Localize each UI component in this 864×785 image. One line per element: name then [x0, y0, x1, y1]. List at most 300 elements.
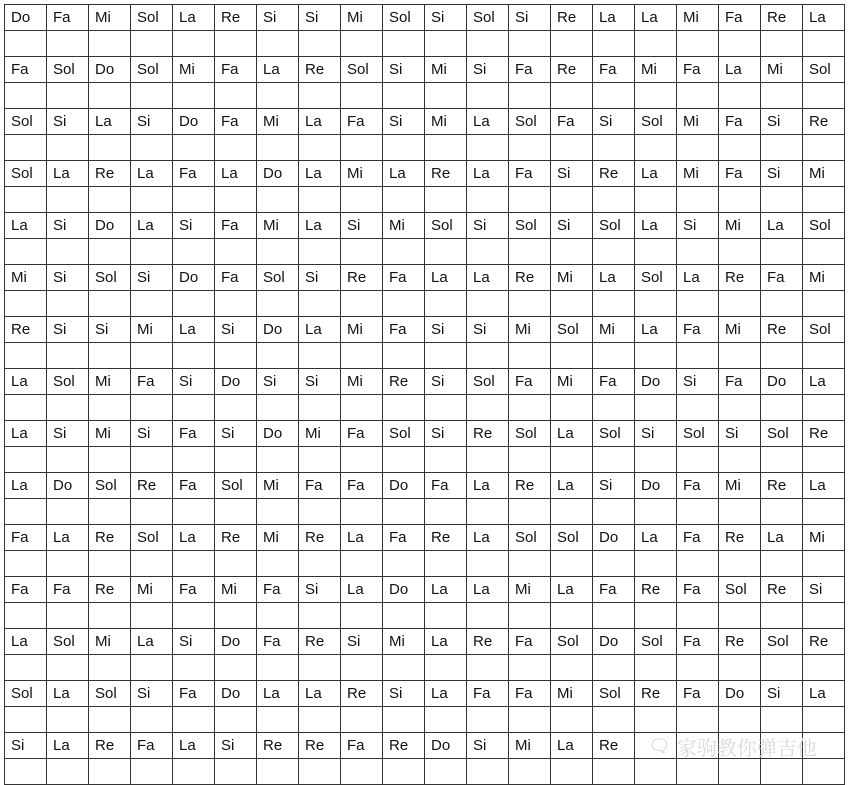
note-cell: Mi — [551, 265, 593, 291]
note-cell: Re — [467, 629, 509, 655]
note-row — [5, 629, 845, 655]
note-cell: Si — [467, 213, 509, 239]
note-cell: La — [467, 473, 509, 499]
note-cell: Sol — [47, 57, 89, 83]
blank-cell — [677, 135, 719, 161]
blank-cell — [467, 551, 509, 577]
blank-cell — [551, 603, 593, 629]
note-cell: Sol — [5, 681, 47, 707]
note-cell: Sol — [635, 265, 677, 291]
note-cell: Sol — [803, 213, 845, 239]
note-cell: Mi — [215, 577, 257, 603]
note-cell: Do — [635, 473, 677, 499]
blank-cell — [761, 343, 803, 369]
note-cell: La — [47, 525, 89, 551]
blank-cell — [425, 447, 467, 473]
blank-cell — [803, 395, 845, 421]
note-cell: Mi — [89, 369, 131, 395]
blank-row — [5, 499, 845, 525]
note-cell: Fa — [5, 525, 47, 551]
note-cell: Fa — [257, 577, 299, 603]
blank-cell — [719, 135, 761, 161]
note-cell: Sol — [509, 525, 551, 551]
note-cell: La — [47, 161, 89, 187]
blank-row — [5, 603, 845, 629]
note-cell: Mi — [593, 317, 635, 343]
blank-cell — [803, 31, 845, 57]
blank-cell — [131, 707, 173, 733]
note-cell: Si — [215, 317, 257, 343]
note-cell: Sol — [131, 5, 173, 31]
blank-cell — [803, 343, 845, 369]
note-cell: Re — [635, 681, 677, 707]
blank-cell — [467, 707, 509, 733]
note-cell: La — [467, 109, 509, 135]
note-cell: Mi — [719, 213, 761, 239]
note-cell — [635, 733, 677, 759]
note-cell: La — [173, 317, 215, 343]
blank-cell — [509, 83, 551, 109]
blank-cell — [509, 135, 551, 161]
blank-cell — [215, 31, 257, 57]
note-cell: Do — [593, 525, 635, 551]
blank-cell — [173, 447, 215, 473]
note-cell: Si — [383, 681, 425, 707]
blank-cell — [383, 707, 425, 733]
note-cell: Mi — [551, 681, 593, 707]
blank-cell — [215, 759, 257, 785]
blank-cell — [299, 603, 341, 629]
blank-cell — [383, 447, 425, 473]
blank-cell — [719, 395, 761, 421]
note-cell: Si — [803, 577, 845, 603]
blank-cell — [47, 551, 89, 577]
note-cell: Mi — [425, 57, 467, 83]
blank-cell — [215, 395, 257, 421]
note-cell: Si — [47, 421, 89, 447]
note-cell: La — [551, 733, 593, 759]
blank-cell — [215, 291, 257, 317]
note-cell: La — [383, 161, 425, 187]
blank-cell — [677, 291, 719, 317]
note-cell: Fa — [383, 317, 425, 343]
note-cell: Si — [299, 265, 341, 291]
note-cell: Fa — [551, 109, 593, 135]
blank-row — [5, 31, 845, 57]
blank-cell — [257, 343, 299, 369]
note-cell: Fa — [257, 629, 299, 655]
note-cell: Fa — [509, 681, 551, 707]
note-cell: La — [5, 369, 47, 395]
blank-cell — [341, 655, 383, 681]
blank-cell — [677, 447, 719, 473]
note-cell: Si — [299, 5, 341, 31]
note-cell: Sol — [131, 57, 173, 83]
note-cell: Si — [425, 369, 467, 395]
note-cell: Fa — [719, 109, 761, 135]
note-cell: Si — [299, 369, 341, 395]
note-cell: Fa — [131, 369, 173, 395]
note-cell: Mi — [677, 161, 719, 187]
blank-cell — [89, 187, 131, 213]
note-cell: Mi — [341, 317, 383, 343]
note-cell: La — [551, 577, 593, 603]
blank-cell — [425, 343, 467, 369]
blank-cell — [131, 239, 173, 265]
blank-cell — [131, 655, 173, 681]
blank-cell — [173, 499, 215, 525]
blank-cell — [551, 343, 593, 369]
note-cell: Fa — [593, 577, 635, 603]
note-cell: Si — [173, 369, 215, 395]
blank-cell — [635, 291, 677, 317]
blank-cell — [635, 603, 677, 629]
note-cell: Re — [467, 421, 509, 447]
blank-row — [5, 187, 845, 213]
note-cell: Sol — [803, 57, 845, 83]
note-cell: Si — [131, 109, 173, 135]
blank-row — [5, 447, 845, 473]
note-cell: Mi — [677, 5, 719, 31]
note-cell — [677, 733, 719, 759]
note-cell: Mi — [509, 577, 551, 603]
blank-cell — [677, 239, 719, 265]
note-cell: Re — [761, 317, 803, 343]
blank-cell — [89, 759, 131, 785]
blank-cell — [257, 83, 299, 109]
blank-cell — [5, 31, 47, 57]
note-cell: Fa — [677, 57, 719, 83]
blank-cell — [131, 135, 173, 161]
note-cell: Fa — [215, 265, 257, 291]
blank-cell — [761, 499, 803, 525]
note-row — [5, 109, 845, 135]
blank-cell — [341, 603, 383, 629]
note-cell: Mi — [719, 317, 761, 343]
note-row — [5, 161, 845, 187]
blank-cell — [257, 551, 299, 577]
blank-cell — [677, 187, 719, 213]
blank-cell — [467, 83, 509, 109]
note-cell: Do — [593, 629, 635, 655]
note-cell: Sol — [341, 57, 383, 83]
blank-cell — [215, 83, 257, 109]
blank-cell — [299, 135, 341, 161]
note-cell: Sol — [89, 473, 131, 499]
blank-cell — [425, 83, 467, 109]
note-row — [5, 265, 845, 291]
blank-cell — [761, 551, 803, 577]
blank-row — [5, 83, 845, 109]
blank-cell — [551, 447, 593, 473]
blank-cell — [299, 239, 341, 265]
note-cell: Fa — [677, 681, 719, 707]
blank-row — [5, 655, 845, 681]
blank-cell — [131, 343, 173, 369]
note-cell: Mi — [425, 109, 467, 135]
blank-cell — [593, 239, 635, 265]
blank-cell — [299, 31, 341, 57]
blank-cell — [5, 83, 47, 109]
note-cell: Re — [131, 473, 173, 499]
note-cell: La — [551, 473, 593, 499]
note-cell: Fa — [341, 733, 383, 759]
note-cell: Fa — [341, 473, 383, 499]
blank-cell — [803, 655, 845, 681]
note-cell: Fa — [341, 109, 383, 135]
note-cell: La — [5, 213, 47, 239]
blank-cell — [593, 135, 635, 161]
note-cell: Mi — [257, 109, 299, 135]
blank-cell — [635, 83, 677, 109]
blank-cell — [719, 83, 761, 109]
blank-cell — [551, 395, 593, 421]
blank-cell — [761, 655, 803, 681]
blank-cell — [719, 187, 761, 213]
blank-cell — [341, 447, 383, 473]
note-cell: Sol — [803, 317, 845, 343]
blank-cell — [173, 343, 215, 369]
blank-cell — [173, 759, 215, 785]
note-cell: Re — [341, 681, 383, 707]
note-cell: Mi — [5, 265, 47, 291]
blank-cell — [383, 343, 425, 369]
blank-cell — [719, 239, 761, 265]
note-cell: La — [425, 629, 467, 655]
blank-cell — [47, 187, 89, 213]
note-cell: La — [5, 421, 47, 447]
note-cell: Re — [635, 577, 677, 603]
note-cell: Do — [719, 681, 761, 707]
blank-cell — [47, 759, 89, 785]
blank-cell — [131, 447, 173, 473]
blank-cell — [5, 707, 47, 733]
note-cell: Si — [131, 265, 173, 291]
note-cell: Si — [425, 421, 467, 447]
blank-cell — [551, 291, 593, 317]
blank-cell — [47, 655, 89, 681]
blank-cell — [215, 447, 257, 473]
note-cell: Mi — [761, 57, 803, 83]
note-cell: La — [89, 109, 131, 135]
note-cell: Si — [173, 213, 215, 239]
note-cell: Sol — [509, 213, 551, 239]
note-row — [5, 473, 845, 499]
blank-cell — [593, 31, 635, 57]
blank-cell — [551, 707, 593, 733]
blank-cell — [131, 759, 173, 785]
note-cell: La — [47, 681, 89, 707]
blank-cell — [677, 499, 719, 525]
note-cell: Fa — [509, 369, 551, 395]
note-cell: Re — [761, 473, 803, 499]
note-cell: La — [299, 213, 341, 239]
blank-cell — [383, 291, 425, 317]
note-cell: Re — [89, 161, 131, 187]
blank-cell — [47, 447, 89, 473]
blank-cell — [593, 655, 635, 681]
blank-cell — [551, 135, 593, 161]
note-cell: Re — [551, 57, 593, 83]
blank-cell — [551, 83, 593, 109]
note-cell: Si — [257, 5, 299, 31]
blank-cell — [635, 135, 677, 161]
note-cell: Sol — [257, 265, 299, 291]
note-cell: Do — [383, 577, 425, 603]
blank-cell — [89, 603, 131, 629]
blank-cell — [593, 551, 635, 577]
note-cell: Mi — [803, 525, 845, 551]
note-cell: La — [467, 525, 509, 551]
note-cell: Si — [677, 369, 719, 395]
note-cell: Fa — [677, 525, 719, 551]
blank-cell — [257, 31, 299, 57]
blank-cell — [551, 499, 593, 525]
blank-cell — [341, 707, 383, 733]
note-cell: La — [131, 213, 173, 239]
blank-cell — [257, 655, 299, 681]
note-cell: Si — [761, 109, 803, 135]
note-cell: Mi — [677, 109, 719, 135]
note-cell: La — [677, 265, 719, 291]
note-cell: Fa — [215, 109, 257, 135]
blank-cell — [593, 395, 635, 421]
blank-cell — [425, 291, 467, 317]
blank-cell — [257, 603, 299, 629]
blank-cell — [5, 551, 47, 577]
blank-cell — [47, 135, 89, 161]
blank-cell — [5, 135, 47, 161]
blank-cell — [635, 655, 677, 681]
note-cell: La — [635, 525, 677, 551]
blank-cell — [593, 83, 635, 109]
note-cell: Re — [425, 525, 467, 551]
note-cell: La — [761, 525, 803, 551]
note-cell: Sol — [593, 421, 635, 447]
blank-cell — [5, 499, 47, 525]
blank-cell — [761, 707, 803, 733]
blank-cell — [383, 499, 425, 525]
blank-cell — [131, 31, 173, 57]
note-cell: Sol — [131, 525, 173, 551]
note-cell: La — [803, 5, 845, 31]
note-cell: Do — [425, 733, 467, 759]
blank-cell — [425, 759, 467, 785]
note-cell: Fa — [425, 473, 467, 499]
blank-cell — [5, 187, 47, 213]
blank-cell — [425, 551, 467, 577]
blank-cell — [215, 603, 257, 629]
blank-cell — [341, 343, 383, 369]
note-cell: Re — [383, 733, 425, 759]
note-cell: Fa — [677, 317, 719, 343]
blank-cell — [299, 447, 341, 473]
note-cell: Re — [593, 733, 635, 759]
note-cell: Mi — [719, 473, 761, 499]
blank-cell — [509, 187, 551, 213]
blank-cell — [173, 395, 215, 421]
blank-cell — [131, 499, 173, 525]
blank-cell — [47, 291, 89, 317]
note-cell: Mi — [257, 213, 299, 239]
note-row — [5, 57, 845, 83]
blank-row — [5, 551, 845, 577]
note-cell: Fa — [215, 213, 257, 239]
blank-cell — [341, 83, 383, 109]
blank-cell — [803, 551, 845, 577]
note-cell: Mi — [509, 733, 551, 759]
blank-cell — [509, 291, 551, 317]
note-cell: Re — [299, 525, 341, 551]
note-grid — [4, 4, 845, 785]
note-cell: Re — [803, 421, 845, 447]
blank-cell — [467, 291, 509, 317]
blank-cell — [467, 759, 509, 785]
note-cell: Si — [215, 733, 257, 759]
blank-cell — [551, 759, 593, 785]
blank-cell — [89, 655, 131, 681]
note-cell: Si — [131, 421, 173, 447]
blank-cell — [173, 135, 215, 161]
blank-cell — [383, 655, 425, 681]
blank-cell — [719, 31, 761, 57]
note-row — [5, 213, 845, 239]
note-cell: Do — [47, 473, 89, 499]
note-cell: La — [299, 317, 341, 343]
blank-cell — [47, 707, 89, 733]
note-cell: Do — [89, 57, 131, 83]
blank-cell — [425, 655, 467, 681]
note-cell: Fa — [677, 629, 719, 655]
blank-cell — [341, 135, 383, 161]
blank-cell — [677, 603, 719, 629]
blank-cell — [635, 31, 677, 57]
note-cell: Sol — [509, 109, 551, 135]
note-cell: Si — [341, 213, 383, 239]
note-cell: Fa — [677, 473, 719, 499]
note-cell: Sol — [5, 161, 47, 187]
blank-cell — [299, 291, 341, 317]
blank-cell — [341, 395, 383, 421]
blank-cell — [551, 655, 593, 681]
blank-cell — [635, 499, 677, 525]
note-cell: Sol — [593, 681, 635, 707]
blank-cell — [173, 187, 215, 213]
note-cell: Fa — [719, 5, 761, 31]
blank-cell — [719, 603, 761, 629]
note-cell: Sol — [761, 629, 803, 655]
blank-cell — [383, 395, 425, 421]
note-cell: Do — [173, 109, 215, 135]
blank-cell — [299, 187, 341, 213]
blank-cell — [383, 83, 425, 109]
note-cell: Sol — [47, 369, 89, 395]
note-cell: Re — [509, 473, 551, 499]
blank-cell — [257, 239, 299, 265]
blank-cell — [215, 239, 257, 265]
note-cell: Si — [299, 577, 341, 603]
blank-cell — [89, 83, 131, 109]
blank-cell — [89, 499, 131, 525]
note-cell: La — [803, 473, 845, 499]
note-cell: Do — [761, 369, 803, 395]
note-cell: Sol — [509, 421, 551, 447]
blank-cell — [635, 239, 677, 265]
blank-cell — [215, 551, 257, 577]
blank-cell — [341, 551, 383, 577]
note-cell: Do — [173, 265, 215, 291]
blank-cell — [257, 707, 299, 733]
